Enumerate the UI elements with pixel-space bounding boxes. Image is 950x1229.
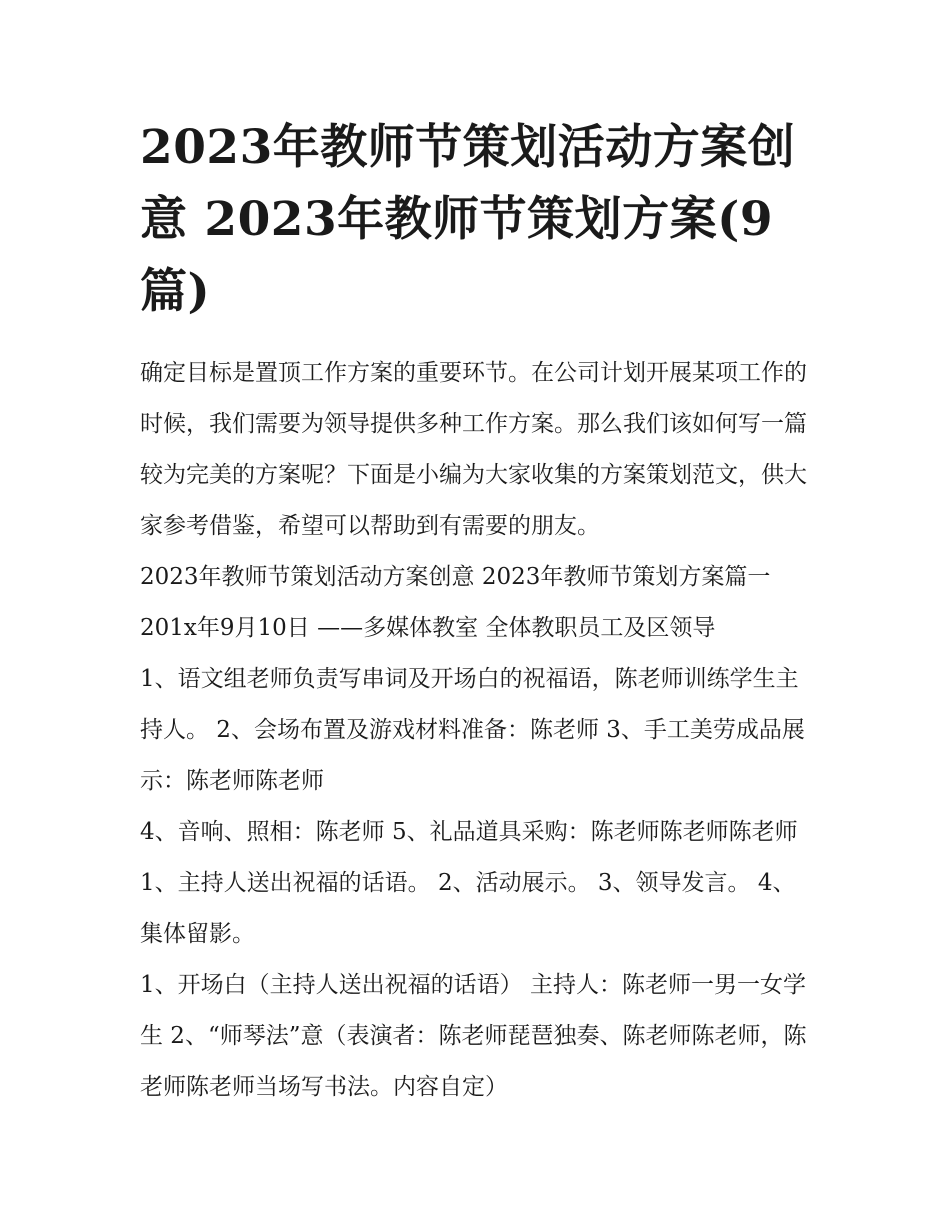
intro-paragraph: 确定目标是置顶工作方案的重要环节。在公司计划开展某项工作的时候，我们需要为领导提供多种工作方案。那么我们该如何写一篇较为完美的方案呢？下面是小编为大家收集的方案策划范文，供大家参考借鉴，希望可以帮助到有需要的朋友。 <box>140 360 807 539</box>
document-body <box>140 348 815 1113</box>
section-heading: 2023年教师节策划活动方案创意 2023年教师节策划方案篇一 <box>140 564 771 590</box>
document-title: 2023年教师节策划活动方案创意 2023年教师节策划方案(9篇) <box>140 120 796 319</box>
task-assignment-paragraph: 1、语文组老师负责写串词及开场白的祝福语，陈老师训练学生主持人。 2、会场布置及游戏材料准备：陈老师 3、手工美劳成品展示：陈老师陈老师 <box>140 666 805 794</box>
program-paragraph: 1、开场白（主持人送出祝福的话语） 主持人：陈老师一男一女学生 2、“师琴法”意（表演者：陈老师琵琶独奏、陈老师陈老师，陈老师陈老师当场写书法。内容自定） <box>140 972 807 1100</box>
document-page <box>140 112 820 1113</box>
event-info-paragraph: 201x年9月10日 ——多媒体教室 全体教职员工及区领导 <box>140 615 716 641</box>
procedure-paragraph: 4、音响、照相：陈老师 5、礼品道具采购：陈老师陈老师陈老师 1、主持人送出祝福的话语。 2、活动展示。 3、领导发言。 4、集体留影。 <box>140 819 798 947</box>
